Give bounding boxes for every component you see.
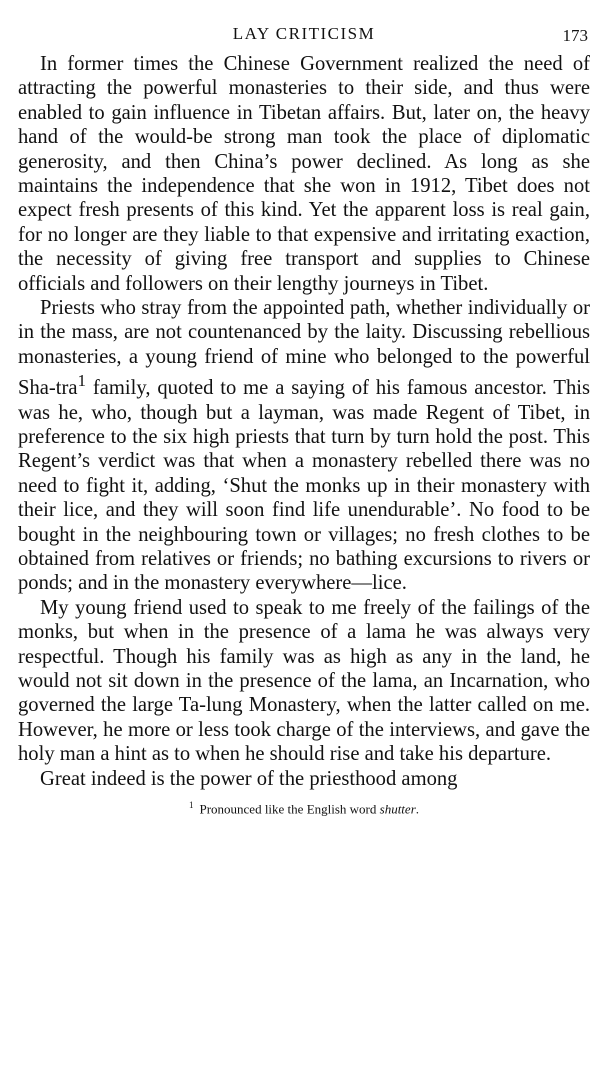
footnote-text: Pronounced like the English word bbox=[199, 801, 380, 817]
running-head bbox=[18, 20, 590, 52]
paragraph-1: In former times the Chinese Government realized the need of attracting the powerful monasteries to their side, and thus were enabled to gain influence in Tibetan affairs. But, later on, the heavy hand of the would-be strong man took the place of diplomatic generosity, and then China’s power declined. As long as she maintains the independence that she won in 1912, Tibet does not expect fresh presents of this kind. Yet the apparent loss is real gain, for no longer are they liable to that expensive and irritating exaction, the necessity of giving free transport and supplies to Chinese officials and followers on their lengthy journeys in Tibet. bbox=[18, 53, 590, 295]
footnote-marker: 1 bbox=[188, 800, 194, 811]
paragraph-2-part-1: Priests who stray from the appointed path, whether individually or in the mass, are not countenanced by the laity. Discussing rebellious monasteries, a young friend of mine who belonged to the powerful Sha-tra bbox=[18, 297, 590, 400]
footnote-reference: 1 bbox=[77, 371, 87, 391]
body-text bbox=[18, 52, 590, 791]
paragraph-2-part-2: family, quoted to me a saying of his famous ancestor. This was he, who, though but a layman, was made Regent of Tibet, in preference to the six high priests that turn by turn hold the post. This Regent’s verdict was that when a monastery rebelled there was no need to fight it, adding, ‘Shut the monks up in their monastery with their lice, and they will soon find life unendurable’. No food to be bought in the neighbouring town or villages; no fresh clothes to be obtained from relatives or friends; no bathing excursions to rivers or ponds; and in the monastery everywhere—lice. bbox=[18, 377, 590, 595]
page-number: 173 bbox=[562, 26, 588, 45]
footnote-emphasis: shutter bbox=[379, 801, 416, 817]
footnote-end: . bbox=[415, 801, 420, 817]
book-page bbox=[18, 20, 590, 1050]
chapter-title: LAY CRITICISM bbox=[232, 24, 376, 43]
footnote bbox=[18, 797, 590, 817]
paragraph-3: My young friend used to speak to me freely of the failings of the monks, but when in the presence of a lama he was always very respectful. Though his family was as high as any in the land, he would not sit down in the presence of the lama, an Incarnation, who governed the large Ta-lung Monastery, when the latter called on me. However, he more or less took charge of the interviews, and gave the holy man a hint as to when he should rise and take his departure. bbox=[18, 596, 590, 766]
paragraph-2 bbox=[18, 296, 590, 596]
paragraph-4: Great indeed is the power of the priesthood among bbox=[40, 767, 458, 790]
